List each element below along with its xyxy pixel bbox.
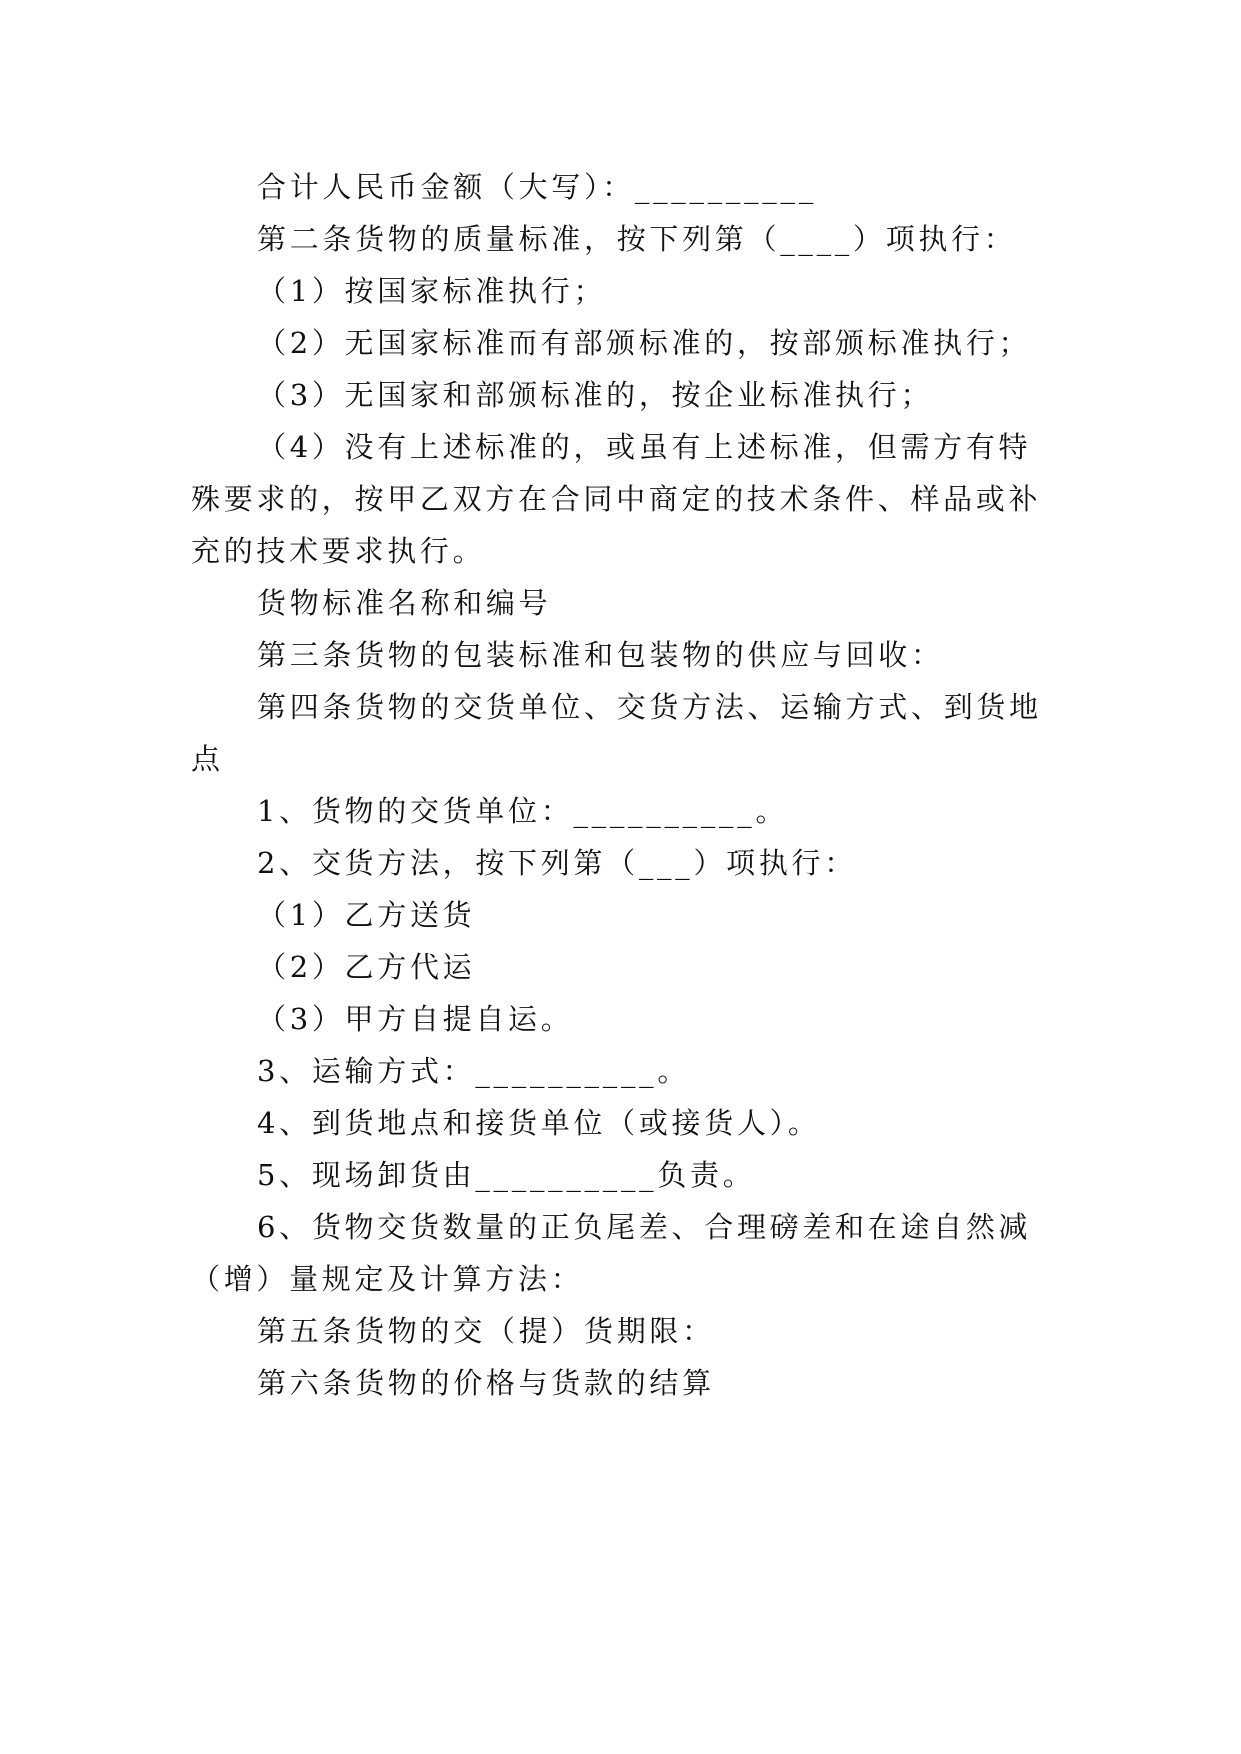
arrival-location-line: 4、到货地点和接货单位（或接货人）。 <box>257 1106 821 1140</box>
delivery-unit-line: 1、货物的交货单位：__________。 <box>257 794 789 828</box>
article-3-heading: 第三条货物的包装标准和包装物的供应与回收： <box>257 638 944 672</box>
article-5-heading: 第五条货物的交（提）货期限： <box>257 1314 715 1348</box>
delivery-option-2: （2）乙方代运 <box>257 950 476 984</box>
standard-name-line: 货物标准名称和编号 <box>257 586 552 620</box>
quality-option-4-end: 充的技术要求执行。 <box>191 534 486 568</box>
article-4-heading: 第四条货物的交货单位、交货方法、运输方式、到货地 <box>257 690 1042 724</box>
delivery-option-3: （3）甲方自提自运。 <box>257 1002 574 1036</box>
quality-option-3: （3）无国家和部颁标准的，按企业标准执行； <box>257 378 934 412</box>
delivery-option-1: （1）乙方送货 <box>257 898 476 932</box>
quality-option-1: （1）按国家标准执行； <box>257 274 607 308</box>
total-amount-line: 合计人民币金额（大写）：__________ <box>257 170 817 204</box>
quality-option-4-cont: 殊要求的，按甲乙双方在合同中商定的技术条件、样品或补 <box>191 482 1042 516</box>
quality-option-2: （2）无国家标准而有部颁标准的，按部颁标准执行； <box>257 326 1032 360</box>
article-6-heading: 第六条货物的价格与货款的结算 <box>257 1366 715 1400</box>
quantity-tolerance-cont: （增）量规定及计算方法： <box>191 1262 584 1296</box>
article-4-heading-cont: 点 <box>191 742 224 776</box>
transport-method-line: 3、运输方式：__________。 <box>257 1054 691 1088</box>
quantity-tolerance-line: 6、货物交货数量的正负尾差、合理磅差和在途自然减 <box>257 1210 1032 1244</box>
article-2-heading: 第二条货物的质量标准，按下列第（____）项执行： <box>257 222 1017 256</box>
delivery-method-line: 2、交货方法，按下列第（___）项执行： <box>257 846 857 880</box>
quality-option-4: （4）没有上述标准的，或虽有上述标准，但需方有特 <box>257 430 1032 464</box>
unloading-line: 5、现场卸货由__________负责。 <box>257 1158 756 1192</box>
